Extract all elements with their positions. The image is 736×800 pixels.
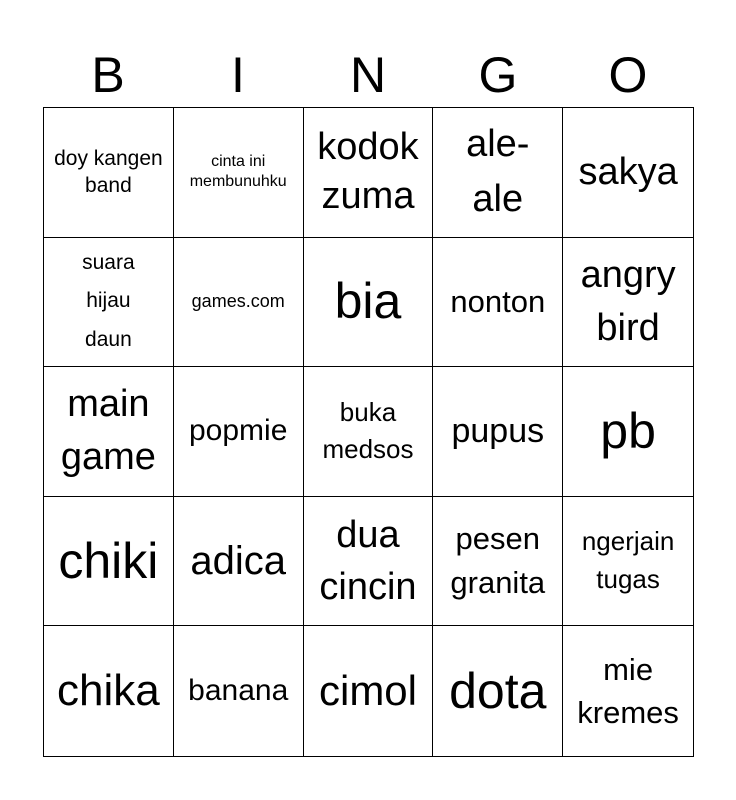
cell-text: cimol: [318, 666, 417, 714]
cell-text: nonton: [450, 283, 546, 319]
cell-text: dua cincin: [319, 513, 417, 609]
bingo-cell-r5-c3[interactable]: [304, 626, 434, 756]
cell-text: pupus: [451, 411, 545, 450]
bingo-header: [43, 42, 693, 108]
cell-text: main game: [60, 383, 156, 479]
cell-text: suara hijau daun: [82, 250, 135, 352]
cell-text: banana: [188, 673, 289, 707]
bingo-cell-r5-c1[interactable]: [44, 626, 174, 756]
cell-text: pesen granita: [450, 521, 546, 601]
bingo-cell-r5-c4[interactable]: [433, 626, 563, 756]
cell-text: popmie: [188, 414, 288, 448]
cell-text: sakya: [578, 150, 678, 193]
bingo-cell-r2-c2[interactable]: [174, 238, 304, 368]
bingo-cell-r3-c5[interactable]: [563, 367, 693, 497]
cell-text: games.com: [191, 291, 285, 312]
bingo-cell-r1-c1[interactable]: [44, 108, 174, 238]
bingo-cell-r1-c2[interactable]: [174, 108, 304, 238]
bingo-cell-r3-c3[interactable]: [304, 367, 434, 497]
cell-text: buka medsos: [322, 396, 414, 465]
cell-text: ale-ale: [466, 123, 530, 221]
cell-text: chiki: [58, 532, 159, 589]
cell-text: cinta ini membunuhku: [189, 152, 287, 191]
cell-text: bia: [334, 273, 402, 330]
header-letter-g: G: [478, 47, 518, 103]
bingo-cell-r5-c2[interactable]: [174, 626, 304, 756]
cell-text: dota: [449, 662, 547, 719]
header-letter-i: I: [231, 47, 245, 103]
header-letter-o: O: [608, 47, 648, 103]
bingo-cell-r4-c1[interactable]: [44, 497, 174, 627]
bingo-board: [43, 107, 694, 757]
bingo-cell-r1-c5[interactable]: [563, 108, 693, 238]
bingo-cell-r2-c1[interactable]: [44, 238, 174, 368]
bingo-cell-r2-c4[interactable]: [433, 238, 563, 368]
bingo-cell-r4-c5[interactable]: [563, 497, 693, 627]
cell-text: chika: [57, 666, 160, 715]
bingo-cell-r4-c3[interactable]: [304, 497, 434, 627]
bingo-cell-r4-c2[interactable]: [174, 497, 304, 627]
cell-text: adica: [190, 539, 286, 584]
bingo-cell-r3-c2[interactable]: [174, 367, 304, 497]
header-letter-b: B: [91, 47, 125, 103]
bingo-cell-r2-c3[interactable]: [304, 238, 434, 368]
bingo-cell-r3-c1[interactable]: [44, 367, 174, 497]
cell-text: ngerjain tugas: [581, 526, 675, 595]
cell-text: pb: [600, 402, 656, 459]
bingo-cell-r2-c5[interactable]: [563, 238, 693, 368]
header-letter-n: N: [349, 47, 387, 103]
bingo-cell-r3-c4[interactable]: [433, 367, 563, 497]
bingo-cell-r1-c4[interactable]: [433, 108, 563, 238]
bingo-cell-r1-c3[interactable]: [304, 108, 434, 238]
cell-text: doy kangen band: [54, 147, 163, 198]
bingo-cell-r5-c5[interactable]: [563, 626, 693, 756]
cell-text: angry bird: [580, 254, 676, 349]
bingo-cell-r4-c4[interactable]: [433, 497, 563, 627]
cell-text: kodok zuma: [317, 125, 419, 218]
cell-text: mie kremes: [577, 651, 679, 731]
